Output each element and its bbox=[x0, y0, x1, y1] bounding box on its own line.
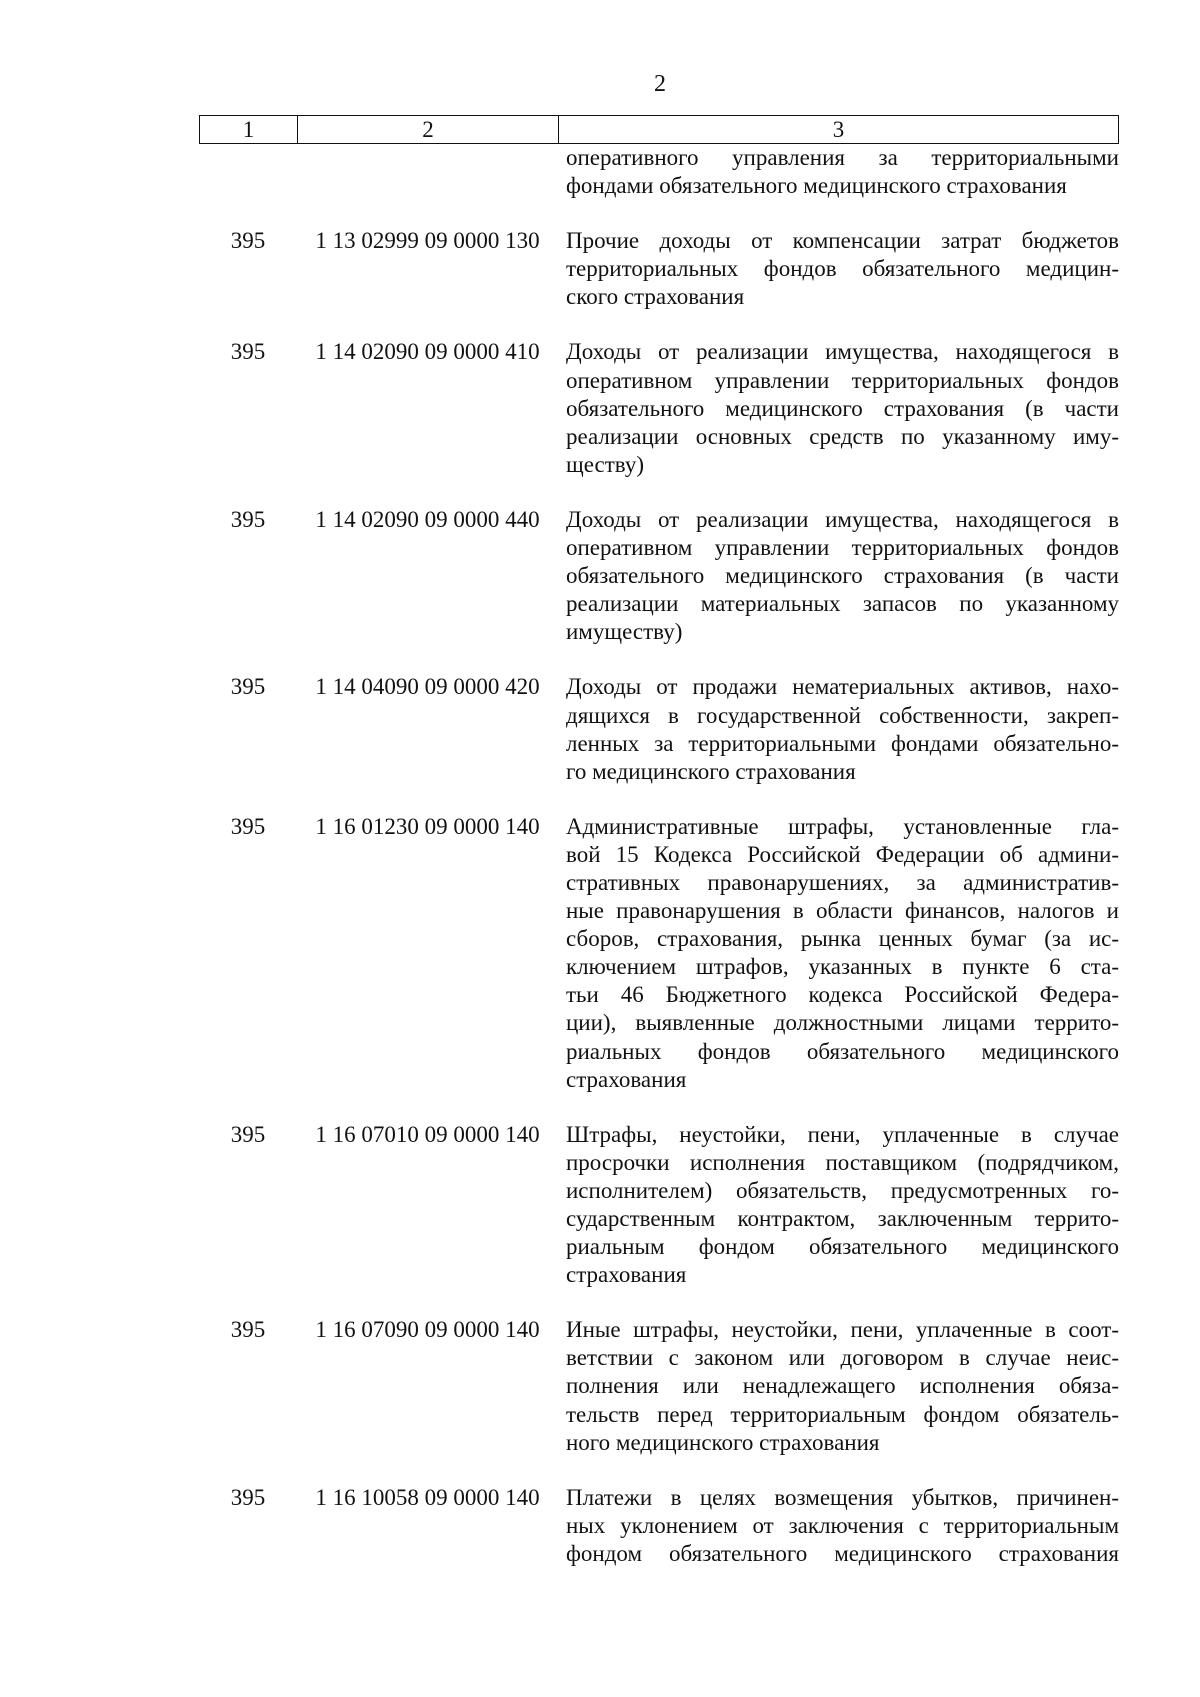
description-line: Иные штрафы, неустойки, пени, уплаченные в соот- bbox=[566, 1317, 1119, 1343]
description-line: дящихся в государственной собственности, закреп- bbox=[566, 702, 1119, 728]
description-line: сборов, страхования, рынка ценных бумаг (за ис- bbox=[566, 926, 1119, 952]
description-line: оперативного управления за территориальными bbox=[566, 145, 1119, 170]
description-line: ных уклонением от заключения с территориальным bbox=[566, 1512, 1119, 1538]
description-cell bbox=[566, 1121, 1119, 1290]
description-line: вой 15 Кодекса Российской Федерации об админи- bbox=[566, 841, 1119, 867]
table-row bbox=[199, 1121, 1119, 1290]
description-line: тьи 46 Бюджетного кодекса Российской Федера- bbox=[566, 982, 1119, 1008]
admin-code-cell: 395 bbox=[230, 1121, 266, 1147]
budget-code-cell: 1 14 02090 09 0000 410 bbox=[315, 339, 540, 365]
admin-code-cell: 395 bbox=[230, 228, 266, 254]
admin-code-cell: 395 bbox=[230, 1484, 266, 1510]
description-line: тельств перед территориальным фондом обязатель- bbox=[566, 1401, 1119, 1427]
header-col-1: 1 bbox=[200, 116, 298, 143]
description-line: исполнителем) обязательств, предусмотренных го- bbox=[566, 1177, 1119, 1203]
header-col-2: 2 bbox=[298, 116, 559, 143]
description-line: обязательного медицинского страхования (в части bbox=[566, 563, 1119, 589]
table-row bbox=[199, 227, 1119, 311]
budget-code-cell: 1 16 01230 09 0000 140 bbox=[315, 813, 540, 839]
description-line: Прочие доходы от компенсации затрат бюджетов bbox=[566, 228, 1119, 254]
table-body bbox=[199, 144, 1119, 1568]
description-line: стративных правонарушениях, за административ- bbox=[566, 869, 1119, 895]
description-line: Административные штрафы, установленные гла- bbox=[566, 813, 1119, 839]
description-line: го медицинского страхования bbox=[566, 758, 856, 784]
table-row bbox=[199, 338, 1119, 478]
description-cell bbox=[566, 673, 1119, 785]
description-line: обязательного медицинского страхования (в части bbox=[566, 395, 1119, 421]
description-line: Платежи в целях возмещения убытков, причинен- bbox=[566, 1484, 1119, 1510]
admin-code-cell: 395 bbox=[230, 506, 266, 532]
description-line: реализации материальных запасов по указанному bbox=[566, 591, 1119, 617]
budget-code-cell: 1 13 02999 09 0000 130 bbox=[315, 228, 540, 254]
table-header bbox=[199, 115, 1119, 144]
description-line: ского страхования bbox=[566, 284, 745, 310]
budget-code-cell: 1 16 07010 09 0000 140 bbox=[315, 1121, 540, 1147]
description-cell bbox=[566, 227, 1119, 311]
table-row bbox=[199, 813, 1119, 1094]
description-line: страхования bbox=[566, 1262, 687, 1288]
description-cell bbox=[566, 338, 1119, 478]
description-line: ществу) bbox=[566, 451, 644, 477]
description-line: полнения или ненадлежащего исполнения обяза- bbox=[566, 1373, 1119, 1399]
description-cell bbox=[566, 813, 1119, 1094]
table-row bbox=[199, 1316, 1119, 1456]
description-line: риальным фондом обязательного медицинского bbox=[566, 1234, 1119, 1260]
description-line: риальных фондов обязательного медицинского bbox=[566, 1038, 1119, 1064]
description-line: территориальных фондов обязательного медицин- bbox=[566, 256, 1119, 282]
admin-code-cell: 395 bbox=[230, 813, 266, 839]
description-line: Доходы от реализации имущества, находящегося в bbox=[566, 339, 1119, 365]
description-line: сударственным контрактом, заключенным террито- bbox=[566, 1206, 1119, 1231]
budget-code-cell: 1 14 02090 09 0000 440 bbox=[315, 506, 540, 532]
description-line: фондом обязательного медицинского страхования bbox=[566, 1540, 1119, 1566]
description-line: ции), выявленные должностными лицами террито- bbox=[566, 1010, 1119, 1036]
description-line: ключением штрафов, указанных в пункте 6 ста- bbox=[566, 954, 1119, 980]
budget-code-cell: 1 16 10058 09 0000 140 bbox=[315, 1484, 540, 1510]
page-number: 2 bbox=[654, 71, 666, 97]
description-line: фондами обязательного медицинского страхования bbox=[566, 173, 1067, 199]
table-row bbox=[199, 1484, 1119, 1568]
header-col-3: 3 bbox=[832, 117, 845, 142]
description-cell bbox=[566, 506, 1119, 646]
description-line: ные правонарушения в области финансов, налогов и bbox=[566, 898, 1119, 924]
table-row bbox=[199, 144, 1119, 200]
description-cell bbox=[566, 1316, 1119, 1456]
description-cell bbox=[566, 1484, 1119, 1568]
description-line: имуществу) bbox=[566, 619, 683, 645]
budget-code-cell: 1 14 04090 09 0000 420 bbox=[315, 674, 540, 700]
description-line: ленных за территориальными фондами обязательно- bbox=[566, 730, 1119, 756]
table-row bbox=[199, 506, 1119, 646]
description-line: реализации основных средств по указанному иму- bbox=[566, 423, 1119, 449]
description-line: Доходы от продажи нематериальных активов, нахо- bbox=[566, 674, 1119, 700]
admin-code-cell: 395 bbox=[230, 674, 266, 700]
description-line: оперативном управлении территориальных фондов bbox=[566, 367, 1119, 393]
admin-code-cell: 395 bbox=[230, 1317, 266, 1343]
description-line: Доходы от реализации имущества, находящегося в bbox=[566, 506, 1119, 532]
description-line: страхования bbox=[566, 1066, 687, 1092]
description-cell bbox=[566, 144, 1119, 200]
budget-code-cell: 1 16 07090 09 0000 140 bbox=[315, 1317, 540, 1343]
description-line: ного медицинского страхования bbox=[566, 1429, 880, 1455]
admin-code-cell: 395 bbox=[230, 339, 266, 365]
description-line: просрочки исполнения поставщиком (подрядчиком, bbox=[566, 1149, 1119, 1175]
table-row bbox=[199, 673, 1119, 785]
description-line: ветствии с законом или договором в случае неис- bbox=[566, 1345, 1119, 1371]
description-line: оперативном управлении территориальных фондов bbox=[566, 535, 1119, 561]
description-line: Штрафы, неустойки, пени, уплаченные в случае bbox=[566, 1121, 1119, 1147]
